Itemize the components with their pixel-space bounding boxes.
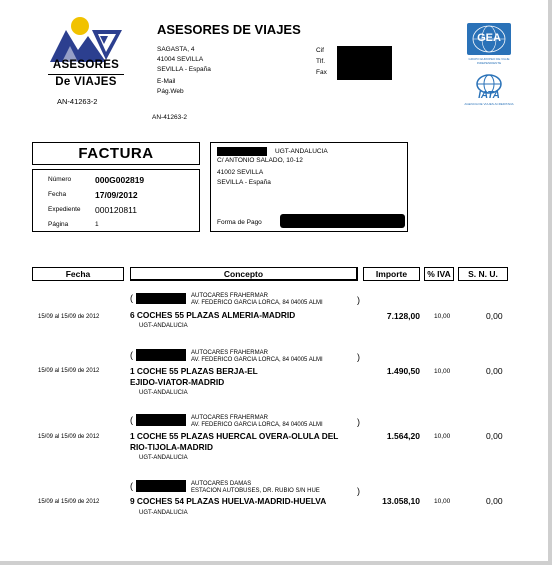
provider-name: AUTOCARES DAMAS	[191, 481, 252, 487]
gea-label: GEA	[477, 32, 501, 44]
numero-value: 000G002819	[95, 175, 145, 185]
redacted-forma-pago	[280, 214, 405, 228]
company-address-2: 41004 SEVILLA	[157, 56, 204, 63]
row-concept: 1 COCHE 55 PLAZAS BERJA-EL	[130, 366, 258, 376]
cif-label: Cif	[316, 47, 324, 54]
row-concept: 9 COCHES 54 PLAZAS HUELVA-MADRID-HUELVA	[130, 496, 327, 506]
company-address-3: SEVILLA - España	[157, 66, 211, 73]
row-client: UGT-ANDALUCIA	[139, 323, 188, 329]
redacted-contact	[337, 46, 392, 80]
row-date: 15/09 al 15/09 de 2012	[38, 368, 100, 374]
company-name: ASESORES DE VIAJES	[157, 22, 301, 37]
row-importe: 13.058,10	[382, 496, 420, 506]
provider-address: AV. FEDERICO GARCIA LORCA, 84 04005 ALMI	[191, 357, 323, 363]
header-snu: S. N. U.	[458, 267, 508, 281]
tlf-label: Tlf.	[316, 58, 326, 65]
fecha-label: Fecha	[48, 191, 67, 198]
license-below: AN-41263-2	[152, 114, 188, 121]
web-label: Pág.Web	[157, 88, 184, 95]
factura-title-box	[32, 142, 200, 165]
expediente-label: Expediente	[48, 206, 81, 213]
gea-caption: GRUPO EUROPEO DE VIAJE INDEPENDIENTE	[468, 57, 510, 65]
row-concept: 6 COCHES 55 PLAZAS ALMERIA-MADRID	[130, 310, 296, 320]
row-iva: 10,00	[434, 368, 451, 375]
row-iva: 10,00	[434, 433, 451, 440]
row-client: UGT-ANDALUCIA	[139, 455, 188, 461]
gea-badge	[466, 22, 512, 68]
row-importe: 7.128,00	[386, 311, 420, 321]
client-line-2: C/ ANTONIO SALADO, 10-12	[217, 157, 303, 164]
row-snu: 0,00	[486, 311, 503, 321]
fecha-value: 17/09/2012	[95, 190, 138, 200]
row-snu: 0,00	[486, 366, 503, 376]
pagina-label: Página	[48, 221, 69, 228]
header-iva: % IVA	[424, 267, 454, 281]
redacted-provider	[136, 349, 186, 361]
row-date: 15/09 al 15/09 de 2012	[38, 434, 100, 440]
header-importe: Importe	[363, 267, 420, 281]
provider-address: ESTACION AUTOBUSES, DR. RUBIO S/N HUE	[191, 488, 320, 494]
company-address-1: SAGASTA, 4	[157, 46, 195, 53]
client-line-4: SEVILLA - España	[217, 179, 271, 186]
logo-text-line2: De VIAJES	[48, 74, 124, 88]
provider-address: AV. FEDERICO GARCIA LORCA, 84 04005 ALMI	[191, 300, 323, 306]
client-line-3: 41002 SEVILLA	[217, 169, 264, 176]
row-concept-cont: EJIDO-VIATOR-MADRID	[130, 377, 225, 387]
forma-pago-label: Forma de Pago	[217, 219, 262, 226]
row-importe: 1.490,50	[386, 366, 420, 376]
page-frame-bottom	[0, 561, 552, 565]
row-date: 15/09 al 15/09 de 2012	[38, 499, 100, 505]
provider-name: AUTOCARES FRAHERMAR	[191, 293, 268, 299]
header-concepto: Concepto	[130, 267, 358, 281]
provider-address: AV. FEDERICO GARCIA LORCA, 84 04005 ALMI	[191, 422, 323, 428]
row-client: UGT-ANDALUCIA	[139, 510, 188, 516]
page-frame-right	[548, 0, 552, 565]
expediente-value: 000120811	[95, 205, 137, 215]
row-concept: 1 COCHE 55 PLAZAS HUERCAL OVERA-OLULA DEL	[130, 431, 339, 441]
iata-caption: AGENCIA DE VIAJES ACREDITADA	[464, 102, 514, 106]
redacted-provider	[136, 414, 186, 426]
redacted-provider	[136, 480, 186, 492]
license-under-logo: AN-41263-2	[57, 97, 98, 106]
company-logo	[48, 16, 124, 96]
iata-badge	[464, 74, 514, 108]
row-iva: 10,00	[434, 498, 451, 505]
row-snu: 0,00	[486, 496, 503, 506]
redacted-client-name	[217, 147, 267, 156]
row-iva: 10,00	[434, 313, 451, 320]
client-line-1: UGT-ANDALUCIA	[275, 148, 328, 155]
numero-label: Número	[48, 176, 72, 183]
header-fecha: Fecha	[32, 267, 124, 281]
iata-label: IATA	[478, 90, 500, 101]
pagina-value: 1	[95, 221, 99, 228]
email-label: E-Mail	[157, 78, 176, 85]
row-concept-cont: RIO-TIJOLA-MADRID	[130, 442, 213, 452]
row-snu: 0,00	[486, 431, 503, 441]
row-date: 15/09 al 15/09 de 2012	[38, 314, 100, 320]
row-importe: 1.564,20	[386, 431, 420, 441]
redacted-provider	[136, 293, 186, 304]
factura-title: FACTURA	[78, 145, 154, 162]
provider-name: AUTOCARES FRAHERMAR	[191, 350, 268, 356]
logo-text-line1: ASESORES	[52, 59, 120, 71]
fax-label: Fax	[316, 69, 327, 76]
row-client: UGT-ANDALUCIA	[139, 390, 188, 396]
provider-name: AUTOCARES FRAHERMAR	[191, 415, 268, 421]
